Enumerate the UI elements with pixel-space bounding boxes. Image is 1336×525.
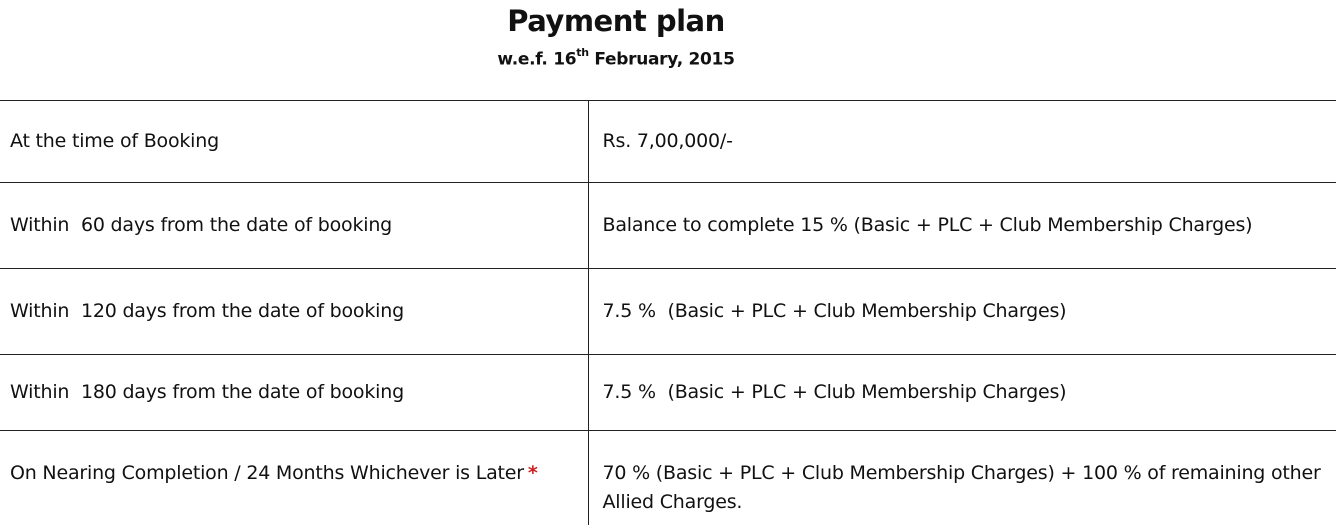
effective-date-superscript: th	[576, 46, 589, 59]
page-title: Payment plan	[507, 4, 725, 38]
footnote-asterisk: *	[527, 462, 538, 484]
heading-block	[0, 0, 1232, 71]
amount-cell: 7.5 % (Basic + PLC + Club Membership Charges)	[588, 269, 1336, 355]
table-row	[0, 101, 1336, 183]
stage-cell: Within 180 days from the date of booking	[0, 355, 588, 431]
amount-cell: Rs. 7,00,000/-	[588, 101, 1336, 183]
stage-text: On Nearing Completion / 24 Months Whichever is Later	[10, 462, 524, 484]
amount-cell: 7.5 % (Basic + PLC + Club Membership Charges)	[588, 355, 1336, 431]
amount-cell: 70 % (Basic + PLC + Club Membership Charges) + 100 % of remaining other Allied Charges.	[588, 431, 1336, 525]
stage-cell: At the time of Booking	[0, 101, 588, 183]
effective-date	[0, 44, 1232, 71]
table-row	[0, 269, 1336, 355]
payment-plan-table	[0, 100, 1336, 525]
table-row	[0, 183, 1336, 269]
table-row	[0, 355, 1336, 431]
stage-cell	[0, 431, 588, 525]
effective-date-suffix: February, 2015	[588, 49, 735, 70]
stage-cell: Within 60 days from the date of booking	[0, 183, 588, 269]
amount-cell: Balance to complete 15 % (Basic + PLC + Club Membership Charges)	[588, 183, 1336, 269]
table-row	[0, 431, 1336, 525]
effective-date-prefix: w.e.f. 16	[497, 49, 577, 70]
stage-cell: Within 120 days from the date of booking	[0, 269, 588, 355]
